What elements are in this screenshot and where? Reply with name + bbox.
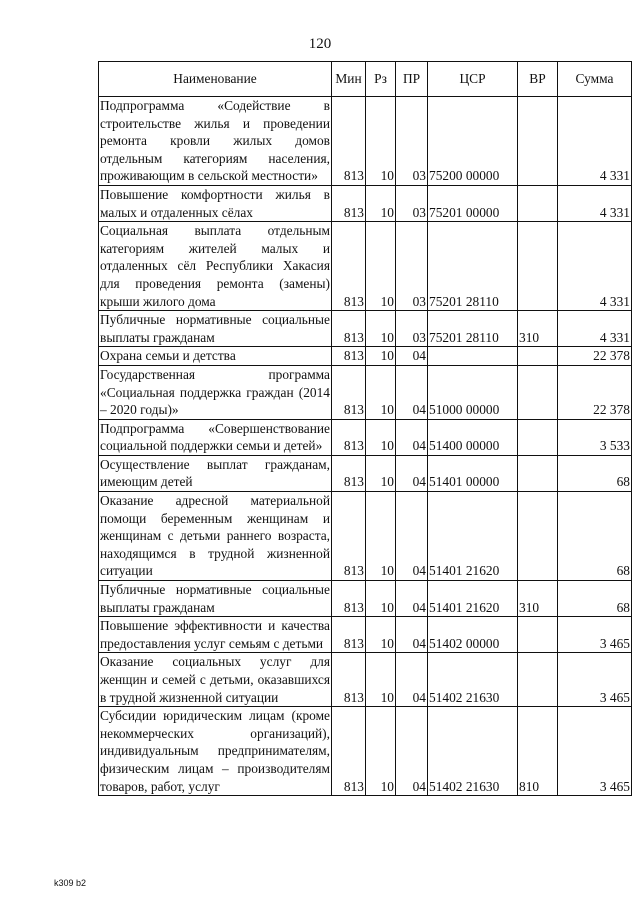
row-min: 813 xyxy=(332,455,366,491)
row-pr: 03 xyxy=(396,97,428,186)
row-vr xyxy=(518,185,558,221)
row-rz: 10 xyxy=(366,653,396,707)
row-min: 813 xyxy=(332,707,366,796)
row-sum: 4 331 xyxy=(558,185,632,221)
footer-code: k309 b2 xyxy=(54,878,87,888)
row-min: 813 xyxy=(332,347,366,366)
row-min: 813 xyxy=(332,492,366,581)
row-sum: 3 533 xyxy=(558,419,632,455)
row-pr: 04 xyxy=(396,365,428,419)
row-name: Социальная выплата отдельным категориям жителей малых и отдаленных сёл Республики Хакасия для проведения ремонта (замены) крыши жилого дома xyxy=(99,222,332,311)
row-name: Повышение эффективности и качества предоставления услуг семьям с детьми xyxy=(99,617,332,653)
row-rz: 10 xyxy=(366,365,396,419)
header-name: Наименование xyxy=(99,62,332,97)
page-number: 120 xyxy=(308,36,332,52)
row-csr xyxy=(428,347,518,366)
table-body xyxy=(99,97,632,796)
table-row xyxy=(99,185,632,221)
row-min: 813 xyxy=(332,581,366,617)
row-pr: 04 xyxy=(396,419,428,455)
table-row xyxy=(99,707,632,796)
row-sum: 68 xyxy=(558,455,632,491)
table-row xyxy=(99,455,632,491)
row-sum: 4 331 xyxy=(558,222,632,311)
row-rz: 10 xyxy=(366,311,396,347)
table-row xyxy=(99,97,632,186)
row-name: Субсидии юридическим лицам (кроме некоммерческих организаций), индивидуальным предпринимателям, физическим лицам – производителям товаров, работ, услуг xyxy=(99,707,332,796)
table-row xyxy=(99,222,632,311)
row-csr: 51401 21620 xyxy=(428,581,518,617)
row-min: 813 xyxy=(332,365,366,419)
row-rz: 10 xyxy=(366,492,396,581)
row-pr: 03 xyxy=(396,311,428,347)
row-name: Повышение комфортности жилья в малых и отдаленных сёлах xyxy=(99,185,332,221)
row-vr xyxy=(518,97,558,186)
table-row xyxy=(99,653,632,707)
row-sum: 68 xyxy=(558,581,632,617)
row-rz: 10 xyxy=(366,707,396,796)
row-pr: 04 xyxy=(396,617,428,653)
row-min: 813 xyxy=(332,419,366,455)
row-pr: 04 xyxy=(396,455,428,491)
row-csr: 51402 00000 xyxy=(428,617,518,653)
row-pr: 03 xyxy=(396,185,428,221)
table-header-row xyxy=(99,62,632,97)
row-rz: 10 xyxy=(366,347,396,366)
row-min: 813 xyxy=(332,185,366,221)
row-min: 813 xyxy=(332,653,366,707)
row-name: Оказание адресной материальной помощи беременным женщинам и женщинам с детьми раннего возраста, находящимся в трудной жизненной ситуации xyxy=(99,492,332,581)
table-row xyxy=(99,311,632,347)
row-csr: 75200 00000 xyxy=(428,97,518,186)
header-pr: ПР xyxy=(396,62,428,97)
row-min: 813 xyxy=(332,311,366,347)
row-rz: 10 xyxy=(366,185,396,221)
row-vr: 310 xyxy=(518,311,558,347)
row-vr xyxy=(518,222,558,311)
row-sum: 68 xyxy=(558,492,632,581)
row-name: Публичные нормативные социальные выплаты гражданам xyxy=(99,311,332,347)
row-vr xyxy=(518,419,558,455)
row-csr: 51400 00000 xyxy=(428,419,518,455)
row-name: Подпрограмма «Содействие в строительстве жилья и проведении ремонта кровли жилых домов отдельным категориям населения, проживающим в сельской местности» xyxy=(99,97,332,186)
budget-table xyxy=(98,61,632,796)
row-name: Государственная программа «Социальная поддержка граждан (2014 – 2020 годы)» xyxy=(99,365,332,419)
header-vr: ВР xyxy=(518,62,558,97)
row-sum: 4 331 xyxy=(558,311,632,347)
header-sum: Сумма xyxy=(558,62,632,97)
table-row xyxy=(99,347,632,366)
row-vr xyxy=(518,455,558,491)
row-csr: 75201 28110 xyxy=(428,311,518,347)
row-vr xyxy=(518,365,558,419)
row-csr: 51401 21620 xyxy=(428,492,518,581)
header-min: Мин xyxy=(332,62,366,97)
row-pr: 03 xyxy=(396,222,428,311)
row-csr: 75201 28110 xyxy=(428,222,518,311)
row-csr: 51000 00000 xyxy=(428,365,518,419)
table-row xyxy=(99,419,632,455)
row-name: Охрана семьи и детства xyxy=(99,347,332,366)
row-sum: 4 331 xyxy=(558,97,632,186)
row-vr xyxy=(518,617,558,653)
row-vr xyxy=(518,653,558,707)
table-row xyxy=(99,581,632,617)
header-csr: ЦСР xyxy=(428,62,518,97)
row-sum: 3 465 xyxy=(558,653,632,707)
row-vr xyxy=(518,492,558,581)
row-rz: 10 xyxy=(366,222,396,311)
row-min: 813 xyxy=(332,97,366,186)
row-rz: 10 xyxy=(366,97,396,186)
row-vr xyxy=(518,347,558,366)
row-vr: 810 xyxy=(518,707,558,796)
row-sum: 22 378 xyxy=(558,365,632,419)
row-pr: 04 xyxy=(396,347,428,366)
row-min: 813 xyxy=(332,222,366,311)
row-rz: 10 xyxy=(366,581,396,617)
table-row xyxy=(99,492,632,581)
row-vr: 310 xyxy=(518,581,558,617)
row-csr: 51402 21630 xyxy=(428,707,518,796)
header-rz: Рз xyxy=(366,62,396,97)
row-name: Подпрограмма «Совершенствование социальной поддержки семьи и детей» xyxy=(99,419,332,455)
row-rz: 10 xyxy=(366,617,396,653)
row-csr: 75201 00000 xyxy=(428,185,518,221)
row-pr: 04 xyxy=(396,707,428,796)
row-name: Осуществление выплат гражданам, имеющим детей xyxy=(99,455,332,491)
row-sum: 3 465 xyxy=(558,707,632,796)
row-pr: 04 xyxy=(396,581,428,617)
table-row xyxy=(99,365,632,419)
row-name: Оказание социальных услуг для женщин и семей с детьми, оказавшихся в трудной жизненной ситуации xyxy=(99,653,332,707)
row-sum: 3 465 xyxy=(558,617,632,653)
row-csr: 51402 21630 xyxy=(428,653,518,707)
row-rz: 10 xyxy=(366,455,396,491)
row-pr: 04 xyxy=(396,653,428,707)
row-csr: 51401 00000 xyxy=(428,455,518,491)
row-rz: 10 xyxy=(366,419,396,455)
row-pr: 04 xyxy=(396,492,428,581)
row-min: 813 xyxy=(332,617,366,653)
table-row xyxy=(99,617,632,653)
row-sum: 22 378 xyxy=(558,347,632,366)
row-name: Публичные нормативные социальные выплаты гражданам xyxy=(99,581,332,617)
